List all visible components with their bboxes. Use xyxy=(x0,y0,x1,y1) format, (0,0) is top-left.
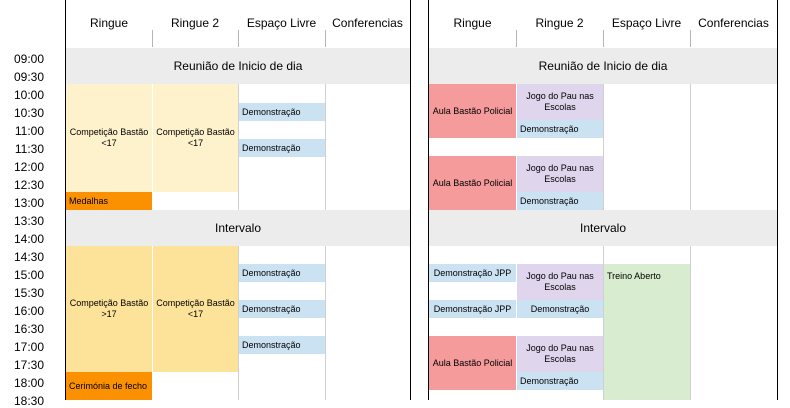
event-block[interactable]: Competição Bastão >17 xyxy=(66,246,152,372)
time-label: 15:30 xyxy=(13,286,44,300)
event-block[interactable]: Competição Bastão <17 xyxy=(66,84,152,192)
event-block[interactable]: Demonstração xyxy=(239,103,325,121)
event-block[interactable]: Demonstração xyxy=(239,300,325,318)
time-label: 17:30 xyxy=(13,358,44,372)
event-block[interactable]: Demonstração xyxy=(239,336,325,354)
time-label: 14:30 xyxy=(13,250,44,264)
column-header-conferencias: Conferencias xyxy=(332,16,403,30)
column-header-ringue-2: Ringue 2 xyxy=(170,16,220,30)
time-label: 13:30 xyxy=(13,214,44,228)
header-divider xyxy=(516,30,517,47)
time-label: 11:00 xyxy=(14,124,44,138)
event-block[interactable]: Aula Bastão Policial xyxy=(429,156,516,210)
time-label: 15:00 xyxy=(13,268,44,282)
event-block[interactable]: Demonstração xyxy=(517,192,603,210)
break-band: Intervalo xyxy=(429,210,777,246)
time-label: 16:30 xyxy=(13,322,44,336)
header-divider xyxy=(603,30,604,47)
event-block[interactable]: Demonstração JPP xyxy=(429,300,516,318)
time-label: 16:00 xyxy=(13,304,44,318)
time-label: 09:30 xyxy=(13,70,44,84)
column-header-espaco-livre: Espaço Livre xyxy=(611,16,682,30)
column-header-ringue-2: Ringue 2 xyxy=(535,16,584,30)
event-block[interactable]: Demonstração xyxy=(517,372,603,390)
time-label: 18:30 xyxy=(13,394,44,408)
event-block[interactable]: Jogo do Pau nas Escolas xyxy=(517,336,603,372)
event-block[interactable]: Demonstração xyxy=(517,120,603,138)
frame-line xyxy=(777,0,778,400)
time-label: 12:00 xyxy=(13,160,44,174)
header-divider xyxy=(325,30,326,47)
event-block[interactable]: Treino Aberto xyxy=(604,264,690,400)
event-block[interactable]: Cerimónia de fecho xyxy=(66,372,152,400)
time-label: 10:00 xyxy=(13,88,44,102)
column-header-espaco-livre: Espaço Livre xyxy=(246,16,317,30)
header-divider xyxy=(690,30,691,47)
event-block[interactable]: Demonstração xyxy=(517,300,603,318)
event-block[interactable]: Demonstração JPP xyxy=(429,264,516,282)
header-divider xyxy=(152,30,153,47)
opening-meeting-band: Reunião de Inicio de dia xyxy=(429,48,777,84)
break-band: Intervalo xyxy=(66,210,410,246)
event-block[interactable]: Demonstração xyxy=(239,264,325,282)
time-label: 13:00 xyxy=(13,196,44,210)
time-label: 11:30 xyxy=(14,142,44,156)
time-label: 14:00 xyxy=(13,232,44,246)
column-header-ringue-principal: Ringue xyxy=(453,16,492,30)
time-label: 12:30 xyxy=(13,178,44,192)
time-label: 09:00 xyxy=(13,52,44,66)
column-header-ringue-principal: Ringue xyxy=(89,16,129,30)
opening-meeting-band: Reunião de Inicio de dia xyxy=(66,48,410,84)
event-block[interactable]: Competição Bastão <17 xyxy=(153,246,238,372)
event-block[interactable]: Aula Bastão Policial xyxy=(429,336,516,390)
column-header-conferencias: Conferencias xyxy=(698,16,769,30)
event-block[interactable]: Demonstração xyxy=(239,139,325,157)
event-block[interactable]: Aula Bastão Policial xyxy=(429,84,516,138)
time-label: 17:00 xyxy=(13,340,44,354)
event-block[interactable]: Competição Bastão <17 xyxy=(153,84,238,192)
header-divider xyxy=(238,30,239,47)
event-block[interactable]: Jogo do Pau nas Escolas xyxy=(517,84,603,120)
time-label: 18:00 xyxy=(13,376,44,390)
frame-line xyxy=(410,0,411,400)
event-block[interactable]: Jogo do Pau nas Escolas xyxy=(517,156,603,192)
event-block[interactable]: Jogo do Pau nas Escolas xyxy=(517,264,603,300)
event-block[interactable]: Medalhas xyxy=(66,192,152,210)
time-label: 10:30 xyxy=(13,106,44,120)
